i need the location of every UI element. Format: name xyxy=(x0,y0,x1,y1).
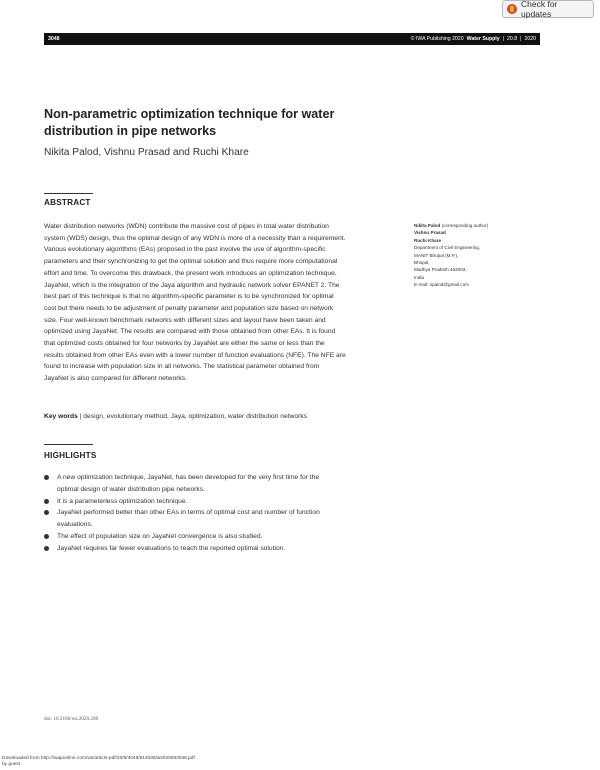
highlight-item xyxy=(44,531,389,543)
keywords xyxy=(44,413,307,420)
highlight-item xyxy=(44,507,389,531)
highlight-line: The effect of population size on JayaNet convergence is also studied. xyxy=(57,532,263,540)
journal-info xyxy=(411,36,536,42)
abstract-line: Water distribution networks (WDN) contribute the massive cost of pipes in total water distribution xyxy=(44,223,329,230)
highlights-list xyxy=(44,472,389,555)
highlights-rule xyxy=(44,444,93,445)
affiliation-author-1: Nikita Palod xyxy=(414,223,441,228)
volume: 20.8 xyxy=(506,36,518,42)
abstract-line: results obtained from other EAs even with a lower number of function evaluations (NFE). The NFE are xyxy=(44,351,346,359)
abstract-text xyxy=(44,221,400,385)
page-number: 3048 xyxy=(48,36,60,42)
download-footer xyxy=(2,756,195,768)
affiliation-line: India xyxy=(414,274,424,280)
highlight-line: A new optimization technique, JayaNet, has been developed for the very first time for the xyxy=(57,474,320,481)
abstract-line: cost but there needs to be adjustment of penalty parameter and population size based on network xyxy=(44,304,334,312)
affiliation-author-3: Ruchi Khare xyxy=(414,237,442,243)
affiliation-line: Madhya Pradesh 462003, xyxy=(414,267,467,273)
highlight-item xyxy=(44,543,389,555)
corresponding-note: (corresponding author) xyxy=(441,223,489,228)
abstract-line: parameters and their synchronizing to get the optimal solution and thus require more computational xyxy=(44,258,338,266)
abstract-line: JayaNet is also compared for different networks. xyxy=(44,375,187,383)
copyright: © IWA Publishing 2020 xyxy=(410,36,464,42)
download-guest: by guest xyxy=(2,762,21,767)
abstract-line: size. Four well-known benchmark networks with different sizes and layout have been taken and xyxy=(44,316,326,324)
title-line: distribution in pipe networks xyxy=(44,123,217,138)
affiliation-line: Bhopal, xyxy=(414,260,430,266)
affiliation-line: Department of Civil Engineering, xyxy=(414,245,481,251)
highlights-heading: HIGHLIGHTS xyxy=(44,451,97,460)
check-for-updates-label: Check for updates xyxy=(521,0,558,19)
keywords-text: design, evolutionary method, Jaya, optimization, water distribution networks xyxy=(83,413,308,420)
keywords-separator: | xyxy=(79,413,84,420)
abstract-line: Various evolutionary algorithms (EAs) proposed in the past involve the use of algorithm-specific xyxy=(44,246,326,254)
highlight-line: JayaNet performed better than other EAs in terms of optimal cost and number of function xyxy=(57,509,320,517)
header-separator: | xyxy=(520,36,522,42)
paper-title xyxy=(44,106,404,139)
abstract-line: JayaNet, which is the integration of the Jaya algorithm and hydraulic network solver EPANET 2. The xyxy=(44,281,340,289)
highlight-item xyxy=(44,472,389,496)
highlight-line: It is a parameterless optimization technique. xyxy=(57,497,188,505)
keywords-label: Key words xyxy=(44,413,78,420)
highlight-item xyxy=(44,496,389,508)
highlight-line: JayaNet requires far fewer evaluations to reach the reported optimal solution. xyxy=(57,544,286,552)
highlight-line: evaluations. xyxy=(57,521,93,529)
crossmark-icon xyxy=(507,4,517,14)
journal-name: Water Supply xyxy=(466,36,500,42)
check-for-updates-button[interactable] xyxy=(502,0,594,18)
abstract-rule xyxy=(44,193,93,194)
abstract-line: that optimized costs obtained for four networks by JayaNet are either the same or less than the xyxy=(44,340,325,348)
year: 2020 xyxy=(524,36,536,42)
abstract-line: found to increase with population size in all networks. The statistical parameter obtained from xyxy=(44,363,320,371)
author-affiliation xyxy=(414,222,524,289)
journal-header-bar xyxy=(44,33,540,45)
affiliation-line: MANIT Bhopal (M.P.), xyxy=(414,252,459,258)
affiliation-email: E-mail: npalod@gmail.com xyxy=(414,282,469,288)
abstract-line: best part of this technique is that no algorithm-specific parameter is to be synchronized for optimal xyxy=(44,293,334,301)
abstract-line: optimized using JayaNet. The results are compared with those obtained from other EAs. It is found xyxy=(44,328,336,336)
download-link[interactable]: Downloaded from http://iwaponline.com/ws/article-pdf/20/8/3048/814036/ws020083048.pdf xyxy=(2,756,195,761)
affiliation-author-2: Vishnu Prasad xyxy=(414,230,446,236)
header-separator: | xyxy=(502,36,504,42)
doi: doi: 10.2166/ws.2020.200 xyxy=(44,716,99,722)
abstract-line: effort and time. To overcome this drawback, the present work introduces an optimization technique, xyxy=(44,269,337,277)
authors: Nikita Palod, Vishnu Prasad and Ruchi Khare xyxy=(44,147,249,158)
abstract-line: system (WDS) design, thus the optimal design of any WDN is more of a necessity than a requirement. xyxy=(44,234,346,242)
abstract-heading: ABSTRACT xyxy=(44,198,91,207)
highlight-line: optimal design of water distribution pipe networks. xyxy=(57,485,205,493)
title-line: Non-parametric optimization technique for water xyxy=(44,107,335,121)
